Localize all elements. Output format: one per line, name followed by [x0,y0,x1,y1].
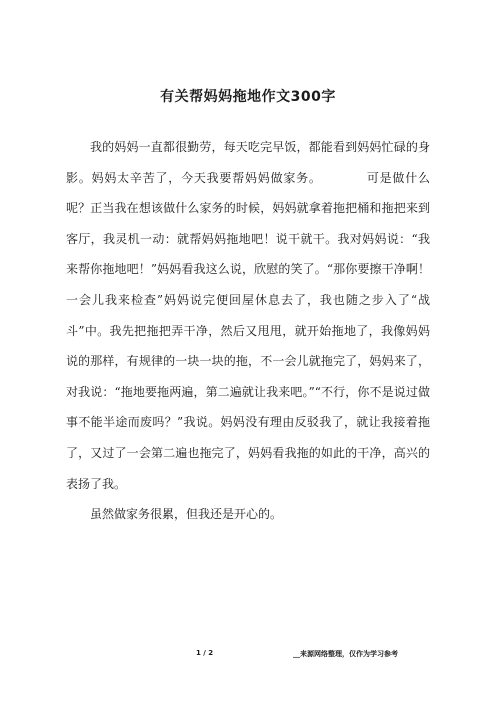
paragraph-2: 虽然做家务很累，但我还是开心的。 [90,507,283,522]
page-footer [0,649,496,663]
source-note: __来源网络整理，仅作为学习参考 [293,650,398,658]
paragraph-1: 我的妈妈一直都很勤劳，每天吃完早饭，都能看到妈妈忙碌的身影。妈妈太辛苦了，今天我要帮妈妈做家务。 可是做什么呢？正当我在想该做什么家务的时候，妈妈就拿着拖把桶和拖把来到客厅，我灵机一动：就帮妈妈拖地吧！说干就干。我对妈妈说：“我来帮你拖地吧！”妈妈看我这么说，欣慰的笑了。“那你要擦干净啊！一会儿我来检查”妈妈说完便回屋休息去了，我也随之步入了“战斗”中。我先把拖把弄干净，然后又甩甩，就开始拖地了，我像妈妈说的那样，有规律的一块一块的拖，不一会儿就拖完了，妈妈来了，对我说：“拖地要拖两遍，第二遍就让我来吧。”“不行，你不是说过做事不能半途而废吗？”我说。妈妈没有理由反驳我了，就让我接着拖了，又过了一会第二遍也拖完了，妈妈看我拖的如此的干净，高兴的表扬了我。 [66,140,430,491]
document-body [66,132,430,530]
document-title: 有关帮妈妈拖地作文300字 [160,89,336,105]
page-number: 1 / 2 [196,649,214,657]
